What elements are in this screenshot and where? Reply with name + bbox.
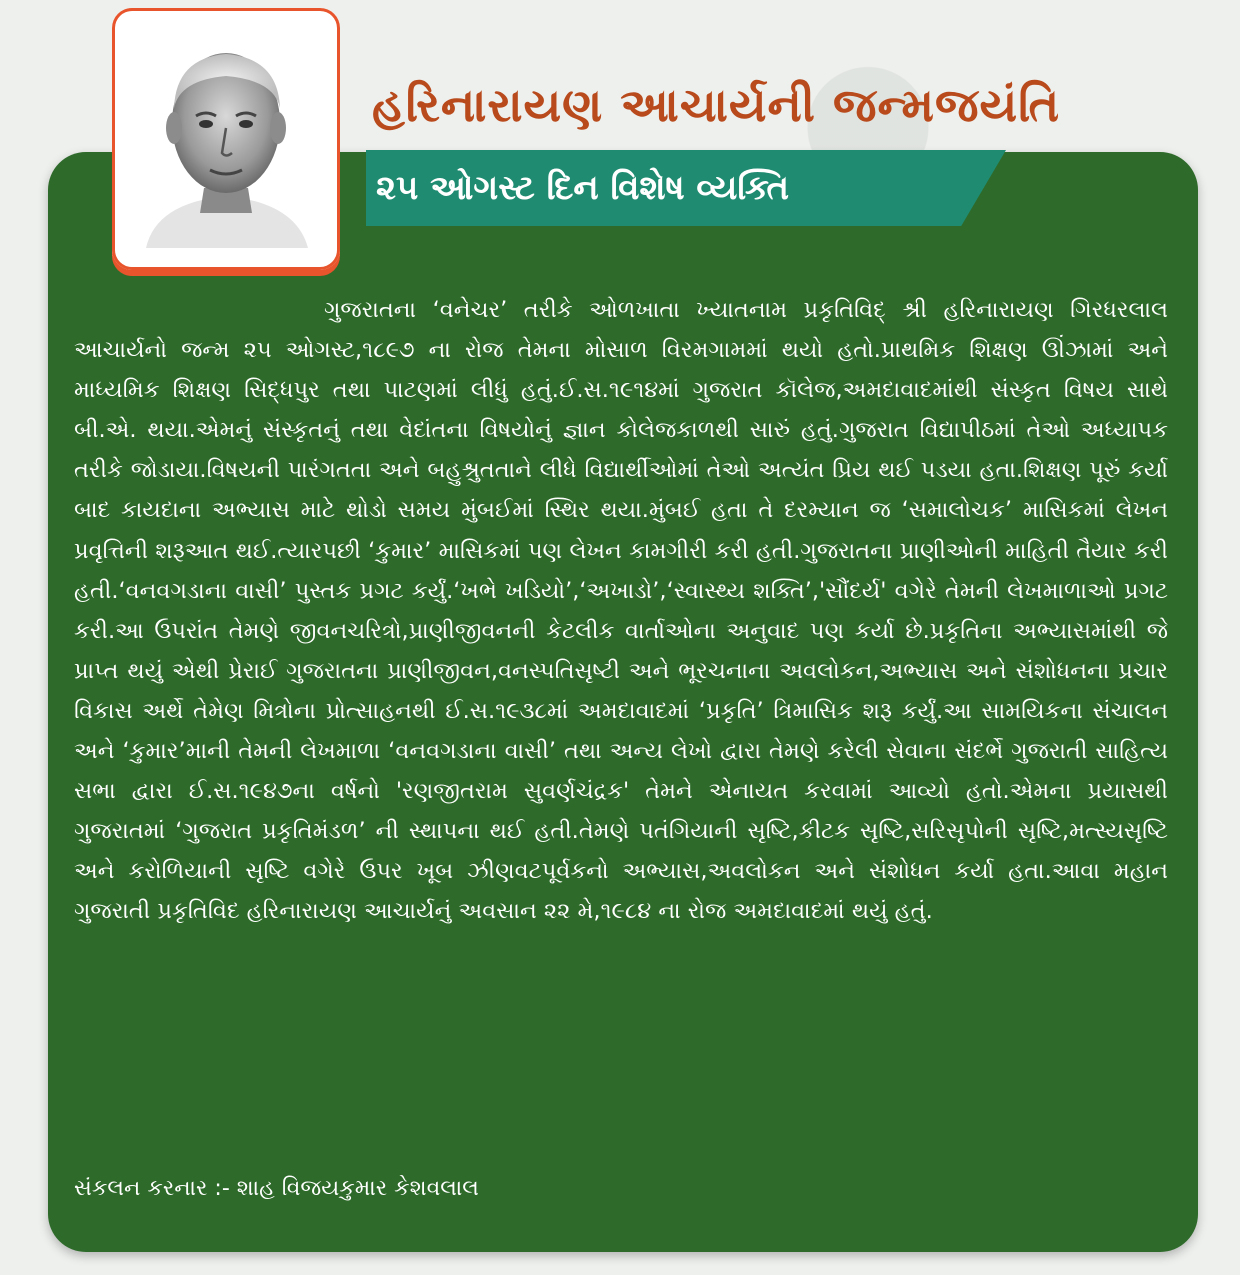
portrait-photo <box>136 28 316 248</box>
article-body: ગુજરાતના ‘વનેચર’ તરીકે ઓળખાતા ખ્યાતનામ પ્રકૃતિવિદ્ શ્રી હરિનારાયણ ગિરધરલાલ આચાર્યનો જન્મ ૨૫ ઓગસ્ટ,૧૮૯૭ ના રોજ તેમના મોસાળ વિરમગામમાં થયો હતો.પ્રાથમિક શિક્ષણ ઊંઝામાં અને માધ્યમિક શિક્ષણ સિદ્ધપુર તથા પાટણમાં લીધું હતું.ઈ.સ.૧૯૧૪માં ગુજરાત કૉલેજ,અમદાવાદમાંથી સંસ્કૃત વિષય સાથે બી.એ. થયા.એમનું સંસ્કૃતનું તથા વેદાંતના વિષયોનું જ્ઞાન કોલેજકાળથી સારું હતું.ગુજરાત વિદ્યાપીઠમાં તેઓ અધ્યાપક તરીકે જોડાયા.વિષયની પારંગતતા અને બહુશ્રુતતાને લીધે વિદ્યાર્થીઓમાં તેઓ અત્યંત પ્રિય થઈ પડયા હતા.શિક્ષણ પૂરું કર્યા બાદ કાયદાના અભ્યાસ માટે થોડો સમય મુંબઈમાં સ્થિર થયા.મુંબઈ હતા તે દરમ્યાન જ ‘સમાલોચક’ માસિકમાં લેખન પ્રવૃત્તિની શરૂઆત થઈ.ત્યારપછી ‘કુમાર’ માસિકમાં પણ લેખન કામગીરી કરી હતી.ગુજરાતના પ્રાણીઓની માહિતી તૈયાર કરી હતી.‘વનવગડાના વાસી’ પુસ્તક પ્રગટ કર્યું.‘ખભે ખડિયો’,‘અખાડો’,‘સ્વાસ્થ્ય શક્તિ’,'સૌંદર્ય' વગેરે તેમની લેખમાળાઓ પ્રગટ કરી.આ ઉપરાંત તેમણે જીવનચરિત્રો,પ્રાણીજીવનની કેટલીક વાર્તાઓના અનુવાદ પણ કર્યા છે.પ્રકૃતિના અભ્યાસમાંથી જે પ્રાપ્ત થયું એથી પ્રેરાઈ ગુજરાતના પ્રાણીજીવન,વનસ્પતિસૃષ્ટી અને ભૂરચનાના અવલોકન,અભ્યાસ અને સંશોધનના પ્રચાર વિકાસ અર્થે તેમેણ મિત્રોના પ્રોત્સાહનથી ઈ.સ.૧૯૩૮માં અમદાવાદમાં ‘પ્રકૃતિ’ ત્રિમાસિક શરૂ કર્યું.આ સામયિકના સંચાલન અને ‘કુમાર’માની તેમની લેખમાળા ‘વનવગડાના વાસી’ તથા અન્ય લેખો દ્વારા તેમણે કરેલી સેવાના સંદર્ભે ગુજરાતી સાહિત્ય સભા દ્વારા ઈ.સ.૧૯૪૭ના વર્ષનો 'રણજીતરામ સુવર્ણચંદ્રક' તેમને એનાયત કરવામાં આવ્યો હતો.એમના પ્રયાસથી ગુજરાતમાં ‘ગુજરાત પ્રકૃતિમંડળ’ ની સ્થાપના થઈ હતી.તેમણે પતંગિયાની સૃષ્ટિ,કીટક સૃષ્ટિ,સરિસૃપોની સૃષ્ટિ,મત્સ્યસૃષ્ટિ અને કરોળિયાની સૃષ્ટિ વગેરે ઉપર ખૂબ ઝીણવટપૂર્વકનો અભ્યાસ,અવલોકન અને સંશોધન કર્યા હતા.આવા મહાન ગુજરાતી પ્રકૃતિવિદ હરિનારાયણ આચાર્યનું અવસાન ૨૨ મે,૧૯૮૪ ના રોજ અમદાવાદમાં થયું હતું. <box>74 297 1168 925</box>
date-banner-label: ૨૫ ઓગસ્ટ દિન વિશેષ વ્યક્તિ <box>376 168 789 208</box>
portrait-frame <box>112 8 340 270</box>
compiler-credit: સંકલન કરનાર :- શાહ વિજયકુમાર કેશવલાલ <box>74 1176 479 1201</box>
page-title: હરિનારાયણ આચાર્યની જન્મજયંતિ <box>372 78 1061 132</box>
